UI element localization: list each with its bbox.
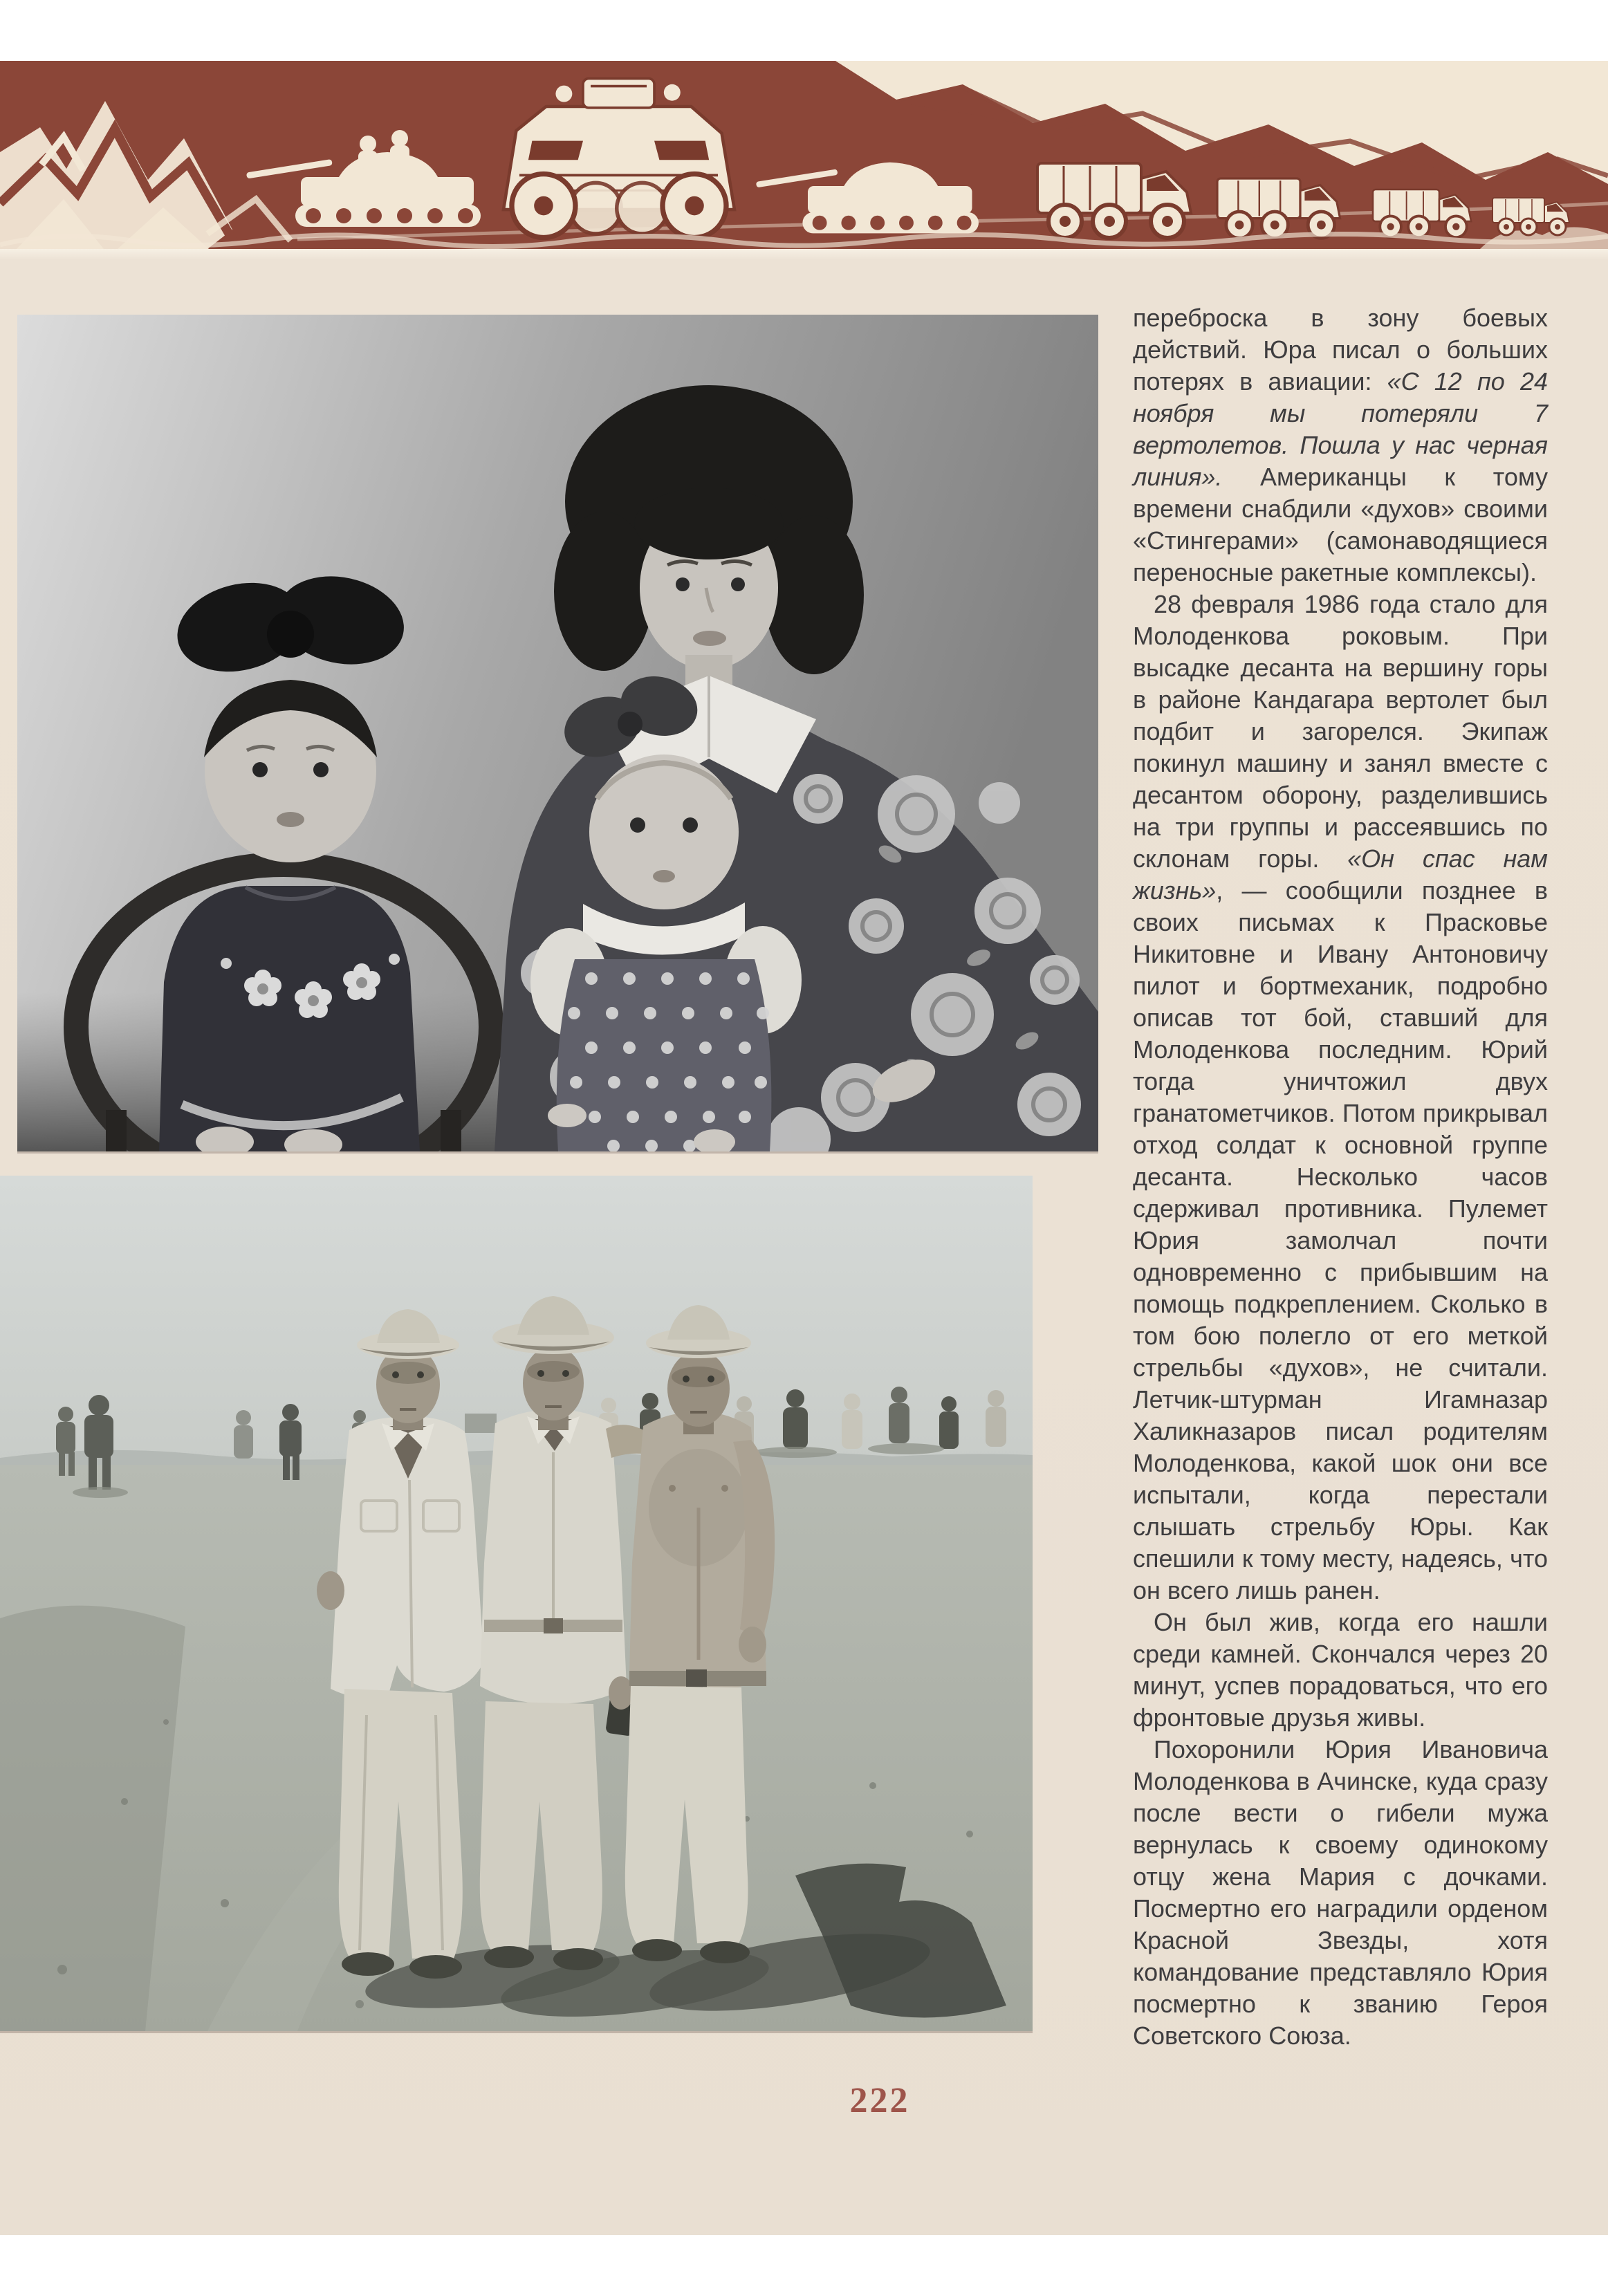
paragraph xyxy=(1133,302,1548,589)
text-run: Он был жив, когда его нашли среди камней. Скончался через 20 минут, успев порадоваться, что его фронтовые друзья живы. xyxy=(1133,1608,1548,1732)
truck-art-4 xyxy=(1493,198,1569,235)
italic-quote-run: «Он спас нам жизнь» xyxy=(1133,844,1548,905)
paragraph xyxy=(1133,589,1548,1607)
text-run: , — сообщили позднее в своих письмах к Прасковье Никитовне и Ивану Антоновичу пилот и бортмеханик, подробно описав тот бой, ставший для Молоденкова последним. Юрий тогда уничтожил двух гранатометчиков. Потом прикрывал отход солдат к основной группе десанта. Несколько часов сдерживал противника. Пулемет Юрия замолчал почти одновременно с прибывшим на помощь подкреплением. Сколько в том бою полегло от его меткой стрельбы «духов», не считали. Летчик-штурман Игамназар Халикназаров писал родителям Молоденкова, какой шок они все испытали, когда перестали слышать стрельбу Юры. Как спешили к тому месту, надеясь, что он всего лишь ранен. xyxy=(1133,876,1548,1604)
page-number: 222 xyxy=(849,2081,910,2120)
paragraph xyxy=(1133,1734,1548,2052)
header-illustration-band xyxy=(0,61,1608,249)
truck-art-3 xyxy=(1373,189,1471,237)
war-convoy-art xyxy=(0,61,1608,249)
photo-family-portrait xyxy=(17,315,1098,1151)
band-lower-edge-highlight xyxy=(0,249,1608,260)
text-run: 28 февраля 1986 года стало для Молоденкова роковым. При высадке десанта на вершину горы в районе Кандагара вертолет был подбит и загорелся. Экипаж покинул машину и занял вместе с десантом оборону, разделившись на три группы и рассеявшись по склонам горы. xyxy=(1133,590,1548,873)
text-run: переброска в зону боевых действий. Юра писал о больших потерях в авиации: xyxy=(1133,304,1548,396)
text-run: Американцы к тому времени снабдили «духов» своими «Стингерами» (самонаводящиеся переносные ракетные комплексы). xyxy=(1133,463,1548,586)
italic-quote-run: «С 12 по 24 ноября мы потеряли 7 вертолетов. Пошла у нас черная линия». xyxy=(1133,367,1548,491)
article-text-column xyxy=(1133,302,1548,2052)
photo-three-soldiers-airfield xyxy=(0,1176,1033,2031)
truck-art-2 xyxy=(1217,178,1340,238)
text-run: Похоронили Юрия Ивановича Молоденкова в Ачинске, куда сразу после вести о гибели мужа вернулась к своему одинокому отцу жена Мария с дочками. Посмертно его наградили орденом Красной Звезды, хотя командование представляло Юрия посмертно к званию Героя Советского Союза. xyxy=(1133,1735,1548,2050)
three-soldiers-art xyxy=(0,1176,1033,2031)
paragraph xyxy=(1133,1607,1548,1734)
family-portrait-art xyxy=(17,315,1098,1151)
truck-art-1 xyxy=(1037,163,1191,238)
